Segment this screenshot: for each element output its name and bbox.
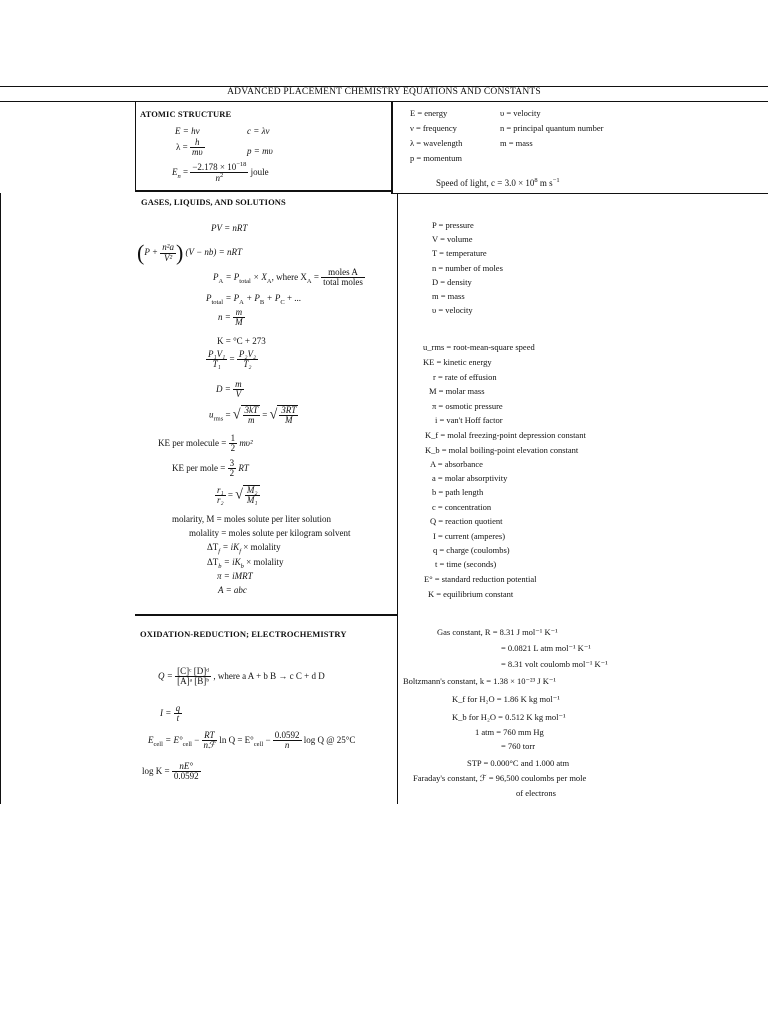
combined-gas-law: $\frac{\text{P₁V₁}}{\text{T₁}}$ = $\frac{\text{P₂V₂}}{\text{T₂}}$ (208, 349, 257, 370)
van-der-waals-equation: (P + $\frac{\text{n²a}}{\text{V²}}$ ) (V − nb) = nRT (137, 240, 243, 265)
constant-stp: STP = 0.000°C and 1.000 atm (467, 758, 570, 768)
gases-bottom-rule (135, 614, 397, 616)
total-pressure-equation: $P_{total} = P_A + P_B + P_C$ + ... (206, 293, 302, 306)
kelvin-conversion: K = °C + 273 (217, 336, 266, 346)
definition-density: D = density (432, 277, 472, 287)
definition-molar-mass: M = molar mass (429, 386, 485, 396)
constant-gas-r-1: Gas constant, R = 8.31 J mol⁻¹ K⁻¹ (437, 627, 558, 637)
definition-time: t = time (seconds) (435, 559, 497, 569)
page-title: ADVANCED PLACEMENT CHEMISTRY EQUATIONS AND CONSTANTS (227, 87, 541, 97)
definition-kf: K_f = molal freezing-point depression constant (425, 430, 586, 440)
definition-wavelength: λ = wavelength (410, 138, 463, 148)
definition-charge: q = charge (coulombs) (433, 545, 510, 555)
definition-volume: V = volume (432, 234, 473, 244)
definition-kinetic-energy: KE = kinetic energy (423, 357, 492, 367)
grahams-law: $\frac{\text{r₁}}{\text{r₂}}$ = √ $\frac{\text{M₂}}{\text{M₁}}$ (217, 484, 258, 506)
definition-current: I = current (amperes) (433, 531, 506, 541)
column-divider (391, 101, 393, 193)
log-k-equation: log K = $\frac{nE^\circ}{0.0592}$ (142, 761, 199, 782)
constant-gas-r-2: = 0.0821 L atm mol⁻¹ K⁻¹ (501, 643, 591, 653)
beers-law: A = abc (218, 585, 247, 595)
ideal-gas-law: PV = nRT (211, 223, 248, 233)
ke-per-mole: KE per mole = $\frac{3}{2}$ RT (172, 458, 249, 479)
definition-rate-of-effusion: r = rate of effusion (433, 372, 497, 382)
definition-kb: K_b = molal boiling-point elevation constant (425, 445, 579, 455)
definition-absorbance: A = absorbance (430, 459, 483, 469)
definition-pressure: P = pressure (432, 220, 474, 230)
definition-molar-absorptivity: a = molar absorptivity (432, 473, 508, 483)
current-equation: I = $\frac{q}{t}$ (160, 703, 181, 724)
top-rule (0, 86, 768, 87)
constant-kf-water: K_f for H₂O = 1.86 K kg mol⁻¹ (452, 694, 560, 704)
gases-heading: GASES, LIQUIDS, AND SOLUTIONS (141, 197, 286, 207)
atomic-structure-heading: ATOMIC STRUCTURE (140, 109, 232, 119)
constant-atm-torr: = 760 torr (501, 741, 536, 751)
definition-principal-quantum-number: n = principal quantum number (500, 123, 604, 133)
definition-equilibrium-constant: K = equilibrium constant (428, 589, 514, 599)
definition-velocity: υ = velocity (500, 108, 541, 118)
definition-path-length: b = path length (432, 487, 484, 497)
rms-speed-equation: $u_{rms}$ = √ $\frac{3kT}{m}$ = √ $\frac{3RT}{M}$ (209, 405, 297, 426)
constant-faraday: Faraday's constant, ℱ = 96,500 coulombs per mole (413, 773, 587, 783)
density-equation: D = $\frac{m}{V}$ (216, 379, 242, 400)
constant-atm-mmhg: 1 atm = 760 mm Hg (475, 727, 544, 737)
constant-kb-water: K_b for H₂O = 0.512 K kg mol⁻¹ (452, 712, 566, 722)
definition-energy: E = energy (410, 108, 448, 118)
atomic-left-border (135, 101, 136, 191)
definition-rms-speed: u_rms = root-mean-square speed (423, 342, 535, 352)
definition-frequency: ν = frequency (410, 123, 457, 133)
equation-c-lambda-nu: c = λν (247, 126, 270, 136)
moles-equation: n = $\frac{m}{M}$ (218, 307, 243, 328)
definition-momentum: p = momentum (410, 153, 463, 163)
nernst-equation: $E_{cell} = E^\circ_{cell}$ − $\frac{RT}{\text{nℱ}}$ $\ln Q = E^\circ_{cell}$ − $\frac{0.0592}{n}$ log Q @ 25°C (148, 730, 356, 751)
partial-pressure-equation: $P_A = P_{total} \times X_A$, where $X_A$ = $\frac{\text{moles A}}{\text{total moles}}$ (213, 267, 363, 288)
title-rule (0, 101, 768, 102)
definition-temperature: T = temperature (432, 248, 487, 258)
left-page-border (0, 193, 1, 804)
definition-number-of-moles: n = number of moles (432, 263, 503, 273)
atomic-bottom-rule (135, 190, 391, 192)
ke-per-molecule: KE per molecule = $\frac{1}{2}$ mυ² (158, 433, 253, 454)
definition-mass: m = mass (432, 291, 465, 301)
gases-column-divider (397, 193, 398, 804)
equation-e-hv: E = hν (175, 126, 200, 136)
definition-vant-hoff-factor: i = van't Hoff factor (435, 415, 503, 425)
definition-reaction-quotient: Q = reaction quotient (430, 516, 503, 526)
speed-of-light: Speed of light, $c = 3.0 \times 10^8$ m $s^{-1}$ (436, 177, 560, 188)
constant-boltzmann: Boltzmann's constant, k = 1.38 × 10⁻²³ J K⁻¹ (403, 676, 556, 686)
molality-definition: molality = moles solute per kilogram solvent (189, 528, 351, 538)
reaction-quotient-equation: Q = $\frac{\text{[C]ᶜ [D]ᵈ}}{\text{[A]ᵃ [B]ᵇ}}$ , where a A + b B → c C + d D (158, 666, 325, 687)
definition-velocity: υ = velocity (432, 305, 473, 315)
equation-momentum: p = mυ (247, 146, 273, 156)
equation-de-broglie: λ = $\frac{h}{m\upsilon}$ (176, 137, 203, 158)
definition-concentration: c = concentration (432, 502, 492, 512)
freezing-point-depression: $\Delta T_f = iK_f$ × molality (207, 542, 281, 555)
constant-faraday-cont: of electrons (516, 788, 556, 798)
definition-standard-reduction-potential: E° = standard reduction potential (424, 574, 537, 584)
constant-gas-r-3: = 8.31 volt coulomb mol⁻¹ K⁻¹ (501, 659, 608, 669)
osmotic-pressure: π = iMRT (217, 571, 253, 581)
definition-mass: m = mass (500, 138, 533, 148)
definition-osmotic-pressure: π = osmotic pressure (432, 401, 503, 411)
redox-heading: OXIDATION-REDUCTION; ELECTROCHEMISTRY (140, 629, 347, 639)
atomic-bottom-rule-right (391, 193, 768, 194)
molarity-definition: molarity, M = moles solute per liter solution (172, 514, 331, 524)
equation-energy-level: $E_n$ = $\frac{-2.178 \times 10^{-18}}{n^2}$ joule (172, 161, 269, 184)
boiling-point-elevation: $\Delta T_b = iK_b$ × molality (207, 557, 284, 570)
